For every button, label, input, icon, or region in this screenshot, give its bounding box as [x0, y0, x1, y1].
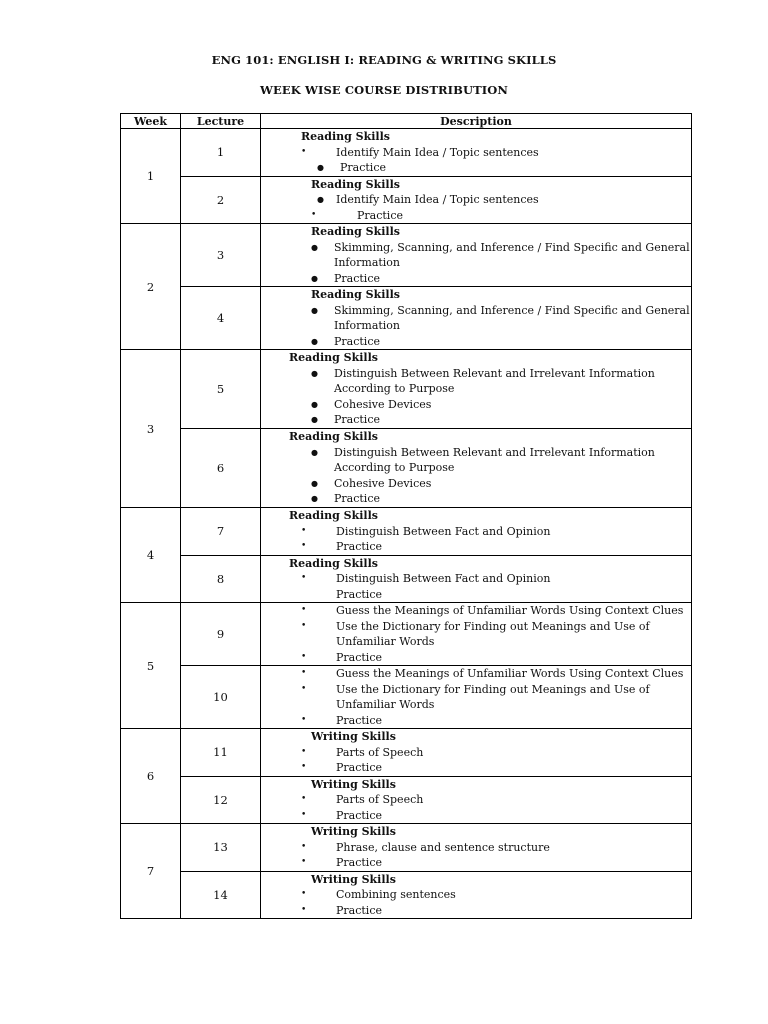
list-item: ● Skimming, Scanning, and Inference / Find Specific and General	[311, 240, 690, 254]
table-row	[121, 603, 692, 666]
bullet-icon: •	[301, 541, 307, 551]
lecture-number: 2	[181, 176, 261, 224]
lecture-description	[261, 666, 692, 729]
section-heading: Reading Skills	[289, 556, 378, 570]
bullet-icon: ●	[311, 494, 318, 504]
lecture-number: 7	[181, 508, 261, 556]
lecture-number: 1	[181, 129, 261, 177]
bullet-icon: •	[301, 714, 307, 725]
week-cell: 7	[121, 824, 181, 919]
week-cell: 3	[121, 350, 181, 508]
list-item: • Practice	[301, 761, 382, 774]
week-cell: 4	[121, 508, 181, 603]
lecture-number: 3	[181, 224, 261, 287]
list-item: ● Distinguish Between Relevant and Irrelevant Information	[311, 366, 655, 380]
list-item: • Practice	[301, 713, 382, 727]
list-item: • Use the Dictionary for Finding out Meanings and Use of	[301, 619, 650, 633]
bullet-icon: •	[301, 809, 307, 820]
section-heading: Reading Skills	[289, 509, 378, 522]
list-item: • Practice	[301, 903, 382, 917]
lecture-description	[261, 224, 692, 287]
section-heading: Reading Skills	[289, 430, 378, 444]
section-heading: Writing Skills	[311, 872, 396, 886]
week-cell: 2	[121, 224, 181, 350]
bullet-icon: •	[311, 209, 317, 220]
lecture-column-header: Lecture	[181, 114, 261, 129]
section-heading: Writing Skills	[311, 730, 396, 743]
lecture-description	[261, 729, 692, 777]
bullet-icon: ●	[311, 242, 318, 252]
table-row	[121, 776, 692, 824]
table-row	[121, 287, 692, 350]
lecture-description	[261, 776, 692, 824]
table-row	[121, 555, 692, 603]
table-row	[121, 871, 692, 919]
lecture-number: 8	[181, 555, 261, 603]
list-item: • Practice	[301, 540, 382, 553]
list-item-continuation: According to Purpose	[334, 382, 455, 396]
section-heading: Reading Skills	[289, 351, 378, 365]
list-item: • Guess the Meanings of Unfamiliar Words Using Context Clues	[301, 667, 684, 680]
list-item: ● Practice	[311, 334, 380, 348]
bullet-icon: ●	[311, 447, 318, 457]
list-item: ● Identify Main Idea / Topic sentences	[317, 193, 539, 206]
list-item: • Practice	[301, 808, 382, 822]
bullet-icon: •	[301, 904, 307, 915]
list-item: ● Cohesive Devices	[311, 476, 432, 490]
bullet-icon: •	[301, 146, 307, 157]
bullet-icon: ●	[311, 415, 318, 425]
lecture-number: 11	[181, 729, 261, 777]
section-heading: Reading Skills	[301, 130, 390, 143]
list-item: ● Skimming, Scanning, and Inference / Find Specific and General	[311, 303, 690, 317]
table-row	[121, 824, 692, 872]
week-cell: 6	[121, 729, 181, 824]
week-cell: 1	[121, 129, 181, 224]
section-heading: Reading Skills	[311, 225, 400, 238]
bullet-icon: •	[301, 889, 307, 899]
bullet-icon: ●	[311, 368, 318, 378]
bullet-icon: •	[301, 525, 307, 536]
list-item: ● Practice	[311, 271, 380, 285]
table-header-row	[121, 114, 692, 129]
table-row	[121, 666, 692, 729]
list-item: • Guess the Meanings of Unfamiliar Words Using Context Clues	[301, 604, 684, 617]
bullet-icon: •	[301, 683, 307, 694]
bullet-icon: ●	[311, 305, 318, 315]
bullet-icon: •	[301, 620, 307, 631]
list-item: • Distinguish Between Fact and Opinion	[301, 572, 551, 585]
bullet-icon: •	[301, 762, 307, 772]
week-cell: 5	[121, 603, 181, 729]
list-item-continuation: Unfamiliar Words	[336, 635, 435, 648]
list-item: ● Distinguish Between Relevant and Irrelevant Information	[311, 445, 655, 459]
section-heading: Reading Skills	[311, 177, 400, 191]
lecture-description	[261, 429, 692, 508]
lecture-description	[261, 287, 692, 350]
lecture-description	[261, 129, 692, 177]
bullet-icon: •	[301, 841, 307, 852]
course-distribution-table	[120, 113, 692, 919]
lecture-description	[261, 508, 692, 556]
week-column-header: Week	[121, 114, 181, 129]
lecture-number: 13	[181, 824, 261, 872]
list-item: • Practice	[301, 650, 382, 664]
lecture-description	[261, 824, 692, 872]
bullet-icon: •	[301, 857, 307, 867]
table-row	[121, 729, 692, 777]
list-item: • Parts of Speech	[301, 793, 424, 806]
list-item-continuation: Information	[334, 319, 401, 332]
list-item: • Practice	[311, 208, 403, 222]
lecture-description	[261, 176, 692, 224]
table-row	[121, 176, 692, 224]
description-column-header: Description	[261, 114, 692, 129]
lecture-description	[261, 871, 692, 919]
list-item: ● Practice	[317, 161, 386, 174]
list-item: • Parts of Speech	[301, 745, 424, 759]
list-item: ● Practice	[311, 492, 380, 506]
course-title: ENG 101: ENGLISH I: READING & WRITING SKILLS	[211, 53, 557, 67]
lecture-description	[261, 603, 692, 666]
list-item: ● Practice	[311, 413, 380, 427]
list-item: • Identify Main Idea / Topic sentences	[301, 145, 539, 159]
bullet-icon: •	[301, 651, 307, 662]
list-item: • Phrase, clause and sentence structure	[301, 840, 550, 854]
lecture-number: 14	[181, 871, 261, 919]
course-subtitle: WEEK WISE COURSE DISTRIBUTION	[260, 83, 508, 97]
lecture-number: 6	[181, 429, 261, 508]
bullet-icon: ●	[311, 273, 318, 283]
list-item-continuation: Practice	[336, 587, 382, 601]
lecture-number: 9	[181, 603, 261, 666]
bullet-icon: ●	[317, 195, 324, 204]
lecture-description	[261, 555, 692, 603]
bullet-icon: •	[301, 605, 307, 615]
list-item: • Use the Dictionary for Finding out Meanings and Use of	[301, 682, 650, 696]
lecture-number: 5	[181, 350, 261, 429]
list-item: ● Cohesive Devices	[311, 397, 432, 411]
table-row	[121, 429, 692, 508]
bullet-icon: •	[301, 794, 307, 804]
section-heading: Writing Skills	[311, 825, 396, 838]
bullet-icon: •	[301, 573, 307, 583]
bullet-icon: ●	[311, 399, 318, 409]
bullet-icon: ●	[317, 163, 324, 172]
list-item-continuation: Unfamiliar Words	[336, 698, 435, 711]
list-item-continuation: According to Purpose	[334, 461, 455, 475]
list-item: • Combining sentences	[301, 888, 456, 901]
bullet-icon: ●	[311, 336, 318, 346]
section-heading: Reading Skills	[311, 288, 400, 301]
lecture-description	[261, 350, 692, 429]
table-row	[121, 129, 692, 177]
list-item: • Practice	[301, 856, 382, 869]
section-heading: Writing Skills	[311, 777, 396, 791]
lecture-number: 4	[181, 287, 261, 350]
bullet-icon: •	[301, 668, 307, 678]
bullet-icon: •	[301, 746, 307, 757]
table-row	[121, 508, 692, 556]
lecture-number: 12	[181, 776, 261, 824]
table-row	[121, 224, 692, 287]
table-row	[121, 350, 692, 429]
lecture-number: 10	[181, 666, 261, 729]
list-item-continuation: Information	[334, 256, 401, 269]
bullet-icon: ●	[311, 478, 318, 488]
list-item: • Distinguish Between Fact and Opinion	[301, 524, 551, 538]
